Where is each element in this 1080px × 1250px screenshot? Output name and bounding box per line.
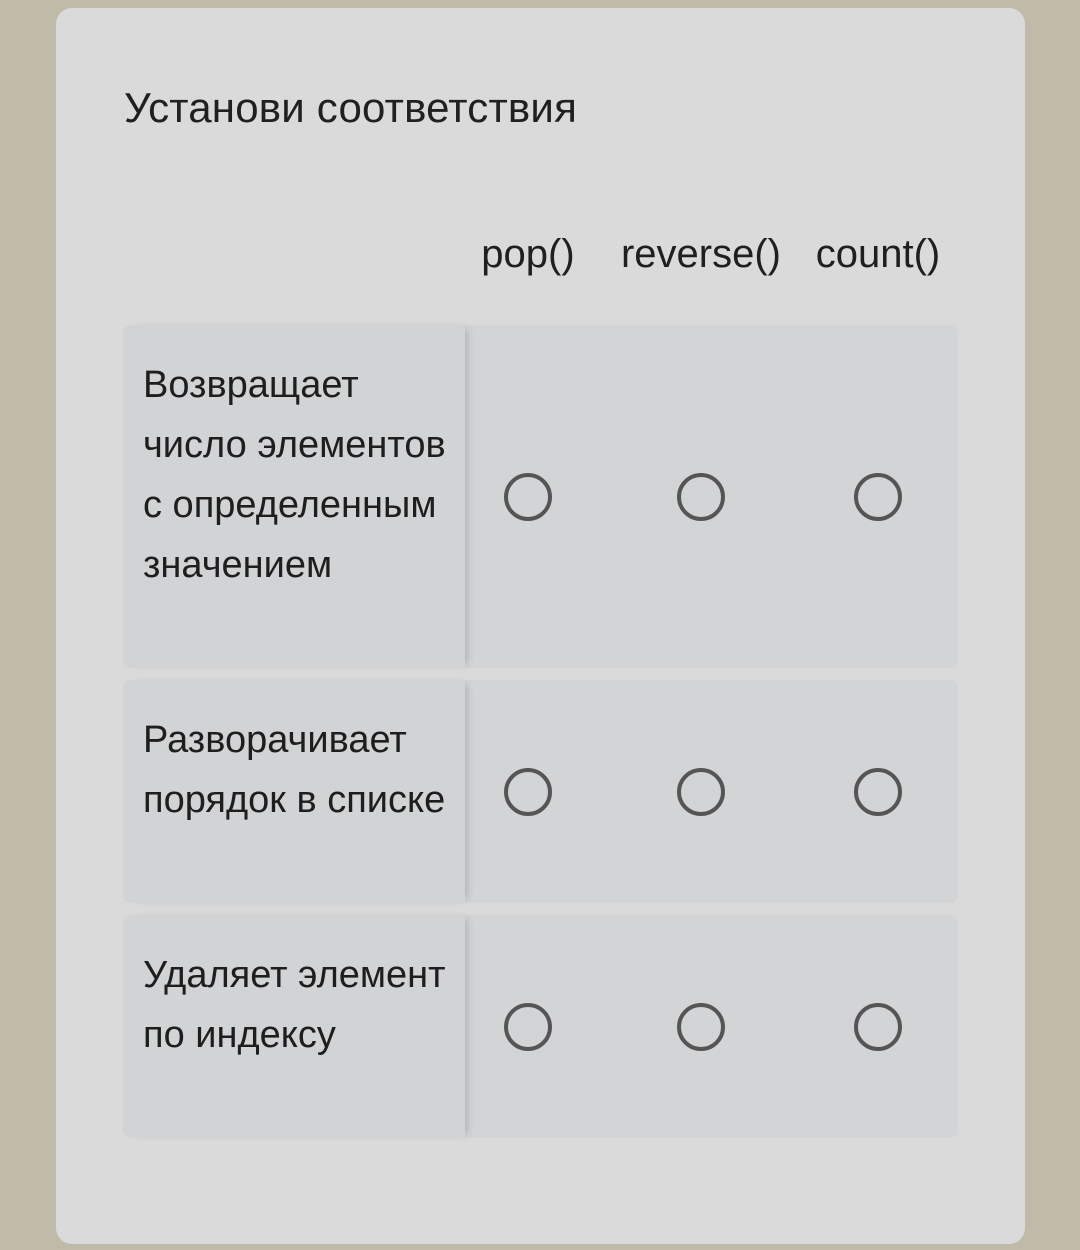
column-header-reverse: reverse() (620, 232, 782, 276)
radio-row1-count[interactable] (854, 473, 902, 521)
radio-row3-reverse[interactable] (677, 1003, 725, 1051)
column-header-count: count() (815, 232, 941, 276)
row-label-cell (123, 680, 465, 903)
radio-row1-pop[interactable] (504, 473, 552, 521)
row-label: Разворачивает порядок в списке (143, 719, 446, 821)
column-header-pop: pop() (481, 232, 575, 276)
radio-row2-count[interactable] (854, 768, 902, 816)
radio-row2-reverse[interactable] (677, 768, 725, 816)
radio-row1-reverse[interactable] (677, 473, 725, 521)
row-label-cell (123, 325, 465, 668)
radio-row3-count[interactable] (854, 1003, 902, 1051)
question-title: Установи соответствия (124, 84, 578, 131)
row-label: Удаляет элемент по индексу (143, 954, 446, 1056)
row-label-cell (123, 915, 465, 1138)
radio-row2-pop[interactable] (504, 768, 552, 816)
row-label: Возвращает число элементов с определенным значением (143, 364, 446, 586)
radio-row3-pop[interactable] (504, 1003, 552, 1051)
